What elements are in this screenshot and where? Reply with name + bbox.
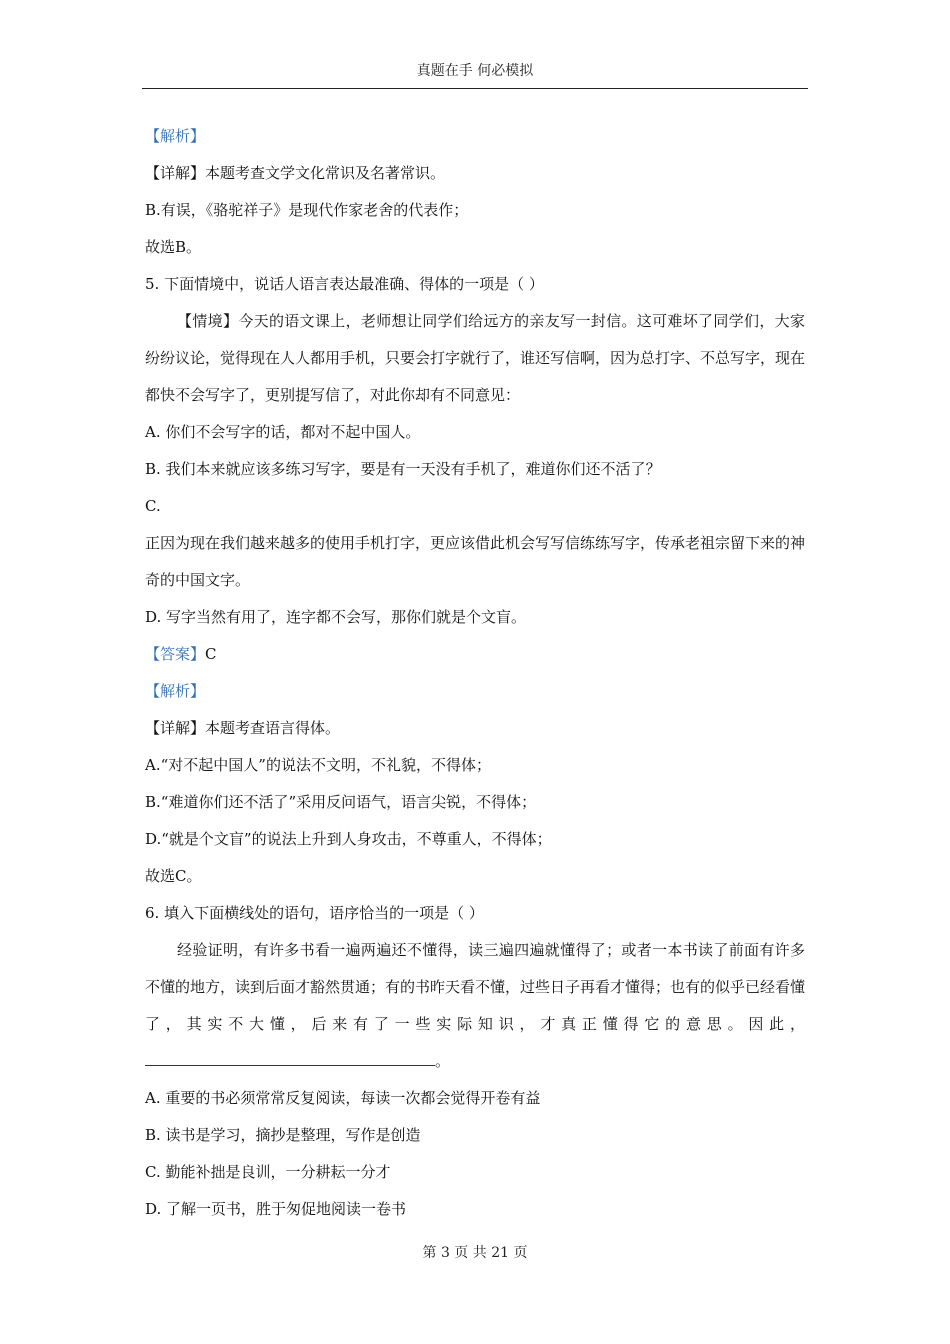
q5-point-b: B.“难道你们还不活了”采用反问语气，语言尖锐，不得体； bbox=[145, 793, 537, 811]
context-text: 今天的语文课上，老师想让同学们给远方的亲友写一封信。这可难坏了同学们，大家纷纷议论，觉得现在人人都用手机，只要会打字就行了，谁还写信啊，因为总打字、不总写字，现在都快不会写字了，更别提写信了，对此你却有不同意见： bbox=[145, 312, 806, 404]
q6-stem: 6. 填入下面横线处的语句，语序恰当的一项是（ ） bbox=[145, 904, 484, 922]
detail-tag: 【详解】 bbox=[145, 719, 206, 737]
header-divider bbox=[142, 88, 808, 89]
q5-answer bbox=[145, 636, 805, 673]
q4-conclusion: 故选B。 bbox=[145, 238, 202, 256]
document-body bbox=[145, 118, 805, 1228]
q5-option-b: B. 我们本来就应该多练习写字，要是有一天没有手机了，难道你们还不活了？ bbox=[145, 460, 661, 478]
q5-point-a: A.“对不起中国人”的说法不文明，不礼貌，不得体； bbox=[145, 756, 491, 774]
analysis-tag: 【解析】 bbox=[145, 682, 206, 700]
page-header: 真题在手 何必模拟 bbox=[416, 63, 534, 79]
q6-option-d: D. 了解一页书，胜于匆促地阅读一卷书 bbox=[145, 1200, 407, 1218]
answer-value: C bbox=[205, 645, 217, 663]
q5-option-c-label: C. bbox=[145, 497, 161, 515]
detail-text: 本题考查文学文化常识及名著常识。 bbox=[205, 164, 446, 182]
q5-option-c-text: 正因为现在我们越来越多的使用手机打字，更应该借此机会写写信练练写字，传承老祖宗留下来的神奇的中国文字。 bbox=[145, 534, 806, 589]
q5-analysis-heading bbox=[145, 673, 805, 710]
q6-option-b: B. 读书是学习，摘抄是整理，写作是创造 bbox=[145, 1126, 421, 1144]
q5-point-d: D.“就是个文盲”的说法上升到人身攻击，不尊重人，不得体； bbox=[145, 830, 552, 848]
q6-option-c: C. 勤能补拙是良训，一分耕耘一分才 bbox=[145, 1163, 391, 1181]
q5-stem: 5. 下面情境中，说话人语言表达最准确、得体的一项是（ ） bbox=[145, 275, 544, 293]
q5-detail bbox=[145, 710, 805, 747]
detail-text: 本题考查语言得体。 bbox=[205, 719, 341, 737]
q6-option-a: A. 重要的书必须常常反复阅读，每读一次都会觉得开卷有益 bbox=[145, 1089, 541, 1107]
analysis-tag: 【解析】 bbox=[145, 127, 206, 145]
q4-point-b: B.有误，《骆驼祥子》是现代作家老舍的代表作； bbox=[145, 201, 469, 219]
q4-analysis-heading bbox=[145, 118, 805, 155]
answer-tag: 【答案】 bbox=[145, 645, 206, 663]
q5-conclusion: 故选C。 bbox=[145, 867, 202, 885]
passage-end: 。 bbox=[435, 1052, 451, 1070]
q5-context bbox=[145, 303, 805, 414]
passage-text: 经验证明，有许多书看一遍两遍还不懂得，读三遍四遍就懂得了；或者一本书读了前面有许多不懂的地方，读到后面才豁然贯通；有的书昨天看不懂，过些日子再看才懂得；也有的似乎已经看懂了，其实不大懂，后来有了一些实际知识，才真正懂得它的意思。因此， bbox=[145, 941, 806, 1033]
q4-detail bbox=[145, 155, 805, 192]
q5-option-a: A. 你们不会写字的话，都对不起中国人。 bbox=[145, 423, 421, 441]
page-number: 第 3 页 共 21 页 bbox=[422, 1245, 528, 1261]
q6-passage bbox=[145, 932, 805, 1080]
q5-option-d: D. 写字当然有用了，连字都不会写，那你们就是个文盲。 bbox=[145, 608, 527, 626]
context-tag: 【情境】 bbox=[177, 312, 239, 330]
detail-tag: 【详解】 bbox=[145, 164, 206, 182]
fill-in-blank[interactable] bbox=[145, 1051, 435, 1066]
